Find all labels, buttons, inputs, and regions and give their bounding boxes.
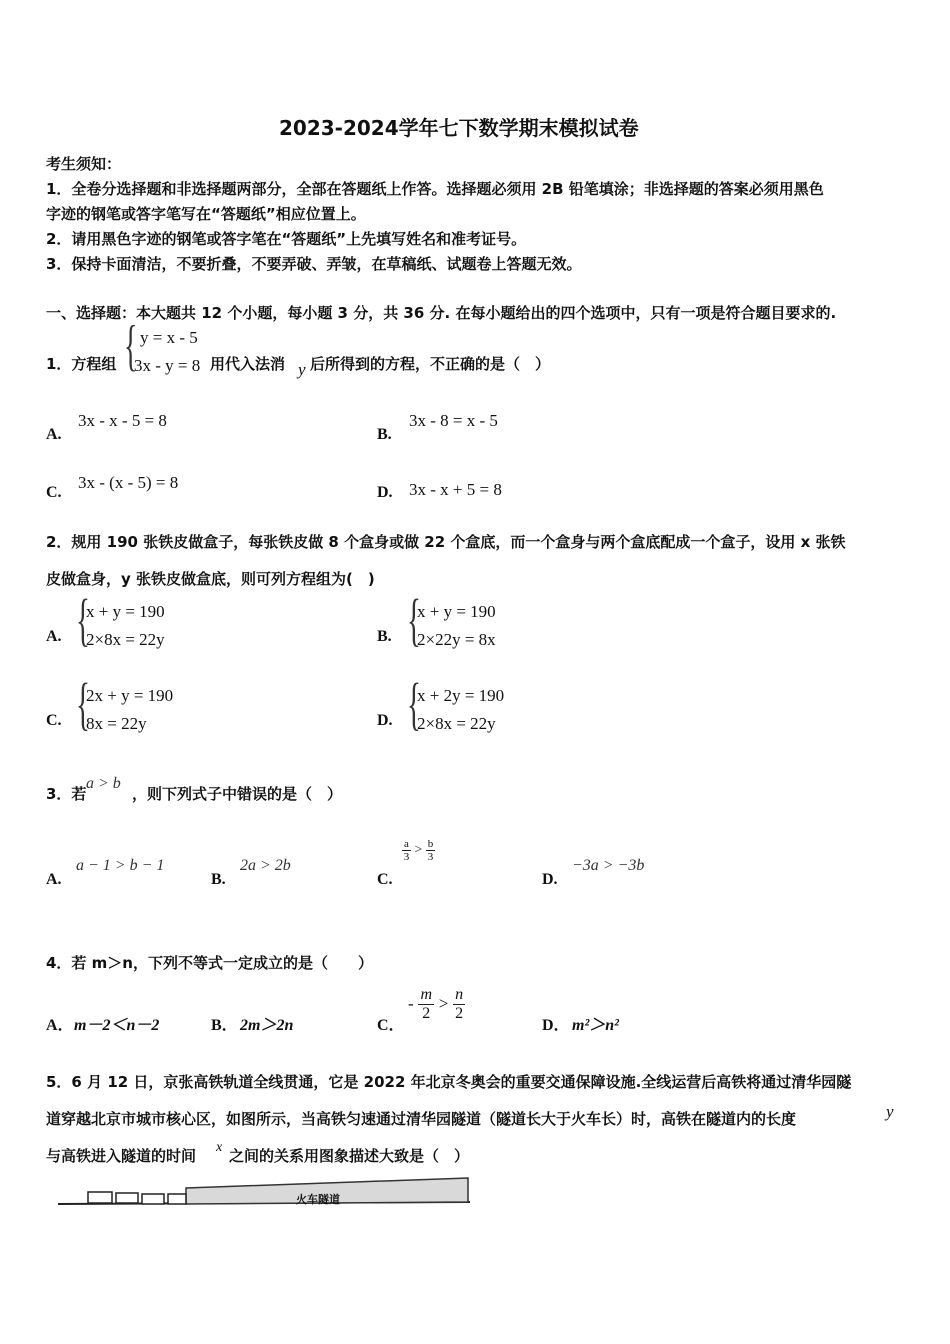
q1-prefix: 1．方程组 xyxy=(46,355,117,373)
q3-option-b-label[interactable]: B. xyxy=(211,871,226,888)
q2-line-1: 2．规用 190 张铁皮做盒子，每张铁皮做 8 个盒身或做 22 个盒底，而一个盒身与两个盒底配成一个盒子，设用 x 张铁 xyxy=(46,533,846,551)
q3-option-a-label[interactable]: A. xyxy=(46,871,62,888)
q1-eq1: y = x - 5 xyxy=(140,328,198,347)
q3-option-a[interactable]: a − 1 > b − 1 xyxy=(76,857,165,874)
q3-option-d-label[interactable]: D. xyxy=(542,871,558,888)
q4-c-frac-left: $\frac{m}{2}$ xyxy=(420,986,433,1022)
q1-option-c-label[interactable]: C. xyxy=(46,484,62,501)
q1-mid: 用代入法消 xyxy=(210,355,286,373)
q3-option-d[interactable]: −3a > −3b xyxy=(572,857,645,874)
notice-line-2: 2．请用黑色字迹的钢笔或答字笔在“答题纸”上先填写姓名和准考证号。 xyxy=(46,230,527,248)
notice-line-3: 3．保持卡面清洁，不要折叠，不要弄破、弄皱，在草稿纸、试题卷上答题无效。 xyxy=(46,255,582,273)
q4-option-a-label[interactable]: A． xyxy=(46,1017,74,1034)
q2-d-eq1: x + 2y = 190 xyxy=(417,686,505,705)
q2-c-brace: { xyxy=(76,671,90,736)
q2-d-brace: { xyxy=(407,671,421,736)
q2-c-eq1: 2x + y = 190 xyxy=(86,686,174,705)
q4-option-b-label[interactable]: B． xyxy=(211,1017,238,1034)
q2-b-eq2: 2×22y = 8x xyxy=(417,630,496,649)
q3-condition: a > b xyxy=(86,775,121,792)
q4-option-d[interactable]: m²＞n² xyxy=(572,1017,619,1034)
q4-c-op: > xyxy=(438,994,449,1013)
q2-option-c-label[interactable]: C. xyxy=(46,712,62,729)
q2-option-c[interactable] xyxy=(86,682,173,738)
q1-option-b-label[interactable]: B. xyxy=(377,426,392,443)
q5-var-y: y xyxy=(886,1102,894,1121)
q2-option-d-label[interactable]: D. xyxy=(377,712,393,729)
q1-option-a-label[interactable]: A. xyxy=(46,426,62,443)
train-tunnel-figure xyxy=(58,1176,470,1210)
q2-option-b[interactable] xyxy=(417,598,496,654)
q3-option-c[interactable] xyxy=(402,838,435,863)
page-title: 2023-2024学年七下数学期末模拟试卷 xyxy=(279,116,639,140)
q1-option-a[interactable]: 3x - x - 5 = 8 xyxy=(78,411,167,430)
train-tunnel-illustration xyxy=(58,1176,470,1210)
q5-line-3b: 之间的关系用图象描述大致是（ ） xyxy=(229,1147,470,1165)
q4-option-d-label[interactable]: D． xyxy=(542,1017,570,1034)
q2-option-d[interactable] xyxy=(417,682,504,738)
q3-suffix: ，则下列式子中错误的是（ ） xyxy=(132,785,343,803)
q2-option-a-label[interactable]: A. xyxy=(46,628,62,645)
q2-c-eq2: 8x = 22y xyxy=(86,714,147,733)
q3-c-frac-right: $\frac{b}{3}$ xyxy=(427,838,434,863)
figure-label: 火车隧道 xyxy=(296,1193,340,1206)
q1-var: y xyxy=(298,360,306,379)
q2-a-eq1: x + y = 190 xyxy=(86,602,165,621)
q2-option-a[interactable] xyxy=(86,598,165,654)
q2-a-eq2: 2×8x = 22y xyxy=(86,630,165,649)
q1-option-b[interactable]: 3x - 8 = x - 5 xyxy=(409,411,498,430)
q4-c-neg: - xyxy=(408,994,414,1013)
q2-line-2: 皮做盒身，y 张铁皮做盒底，则可列方程组为( ) xyxy=(46,570,375,588)
q3-option-b[interactable]: 2a > 2b xyxy=(240,857,291,874)
q3-prefix: 3．若 xyxy=(46,785,87,803)
section-heading: 一、选择题：本大题共 12 个小题，每小题 3 分，共 36 分. 在每小题给出的四个选项中，只有一项是符合题目要求的. xyxy=(46,304,837,322)
q1-system xyxy=(134,324,200,380)
q4-option-b[interactable]: 2m＞2n xyxy=(240,1017,294,1034)
q2-d-eq2: 2×8x = 22y xyxy=(417,714,496,733)
notice-line-1a: 1．全卷分选择题和非选择题两部分，全部在答题纸上作答。选择题必须用 2B 铅笔填涂；非选择题的答案必须用黑色 xyxy=(46,180,824,198)
q3-c-frac-left: $\frac{a}{3}$ xyxy=(403,838,410,863)
q2-option-b-label[interactable]: B. xyxy=(377,628,392,645)
q5-line-1: 5．6 月 12 日，京张高铁轨道全线贯通，它是 2022 年北京冬奥会的重要交通保障设施.全线运营后高铁将通过清华园隧 xyxy=(46,1073,852,1091)
q2-a-brace: { xyxy=(76,587,90,652)
q2-b-eq1: x + y = 190 xyxy=(417,602,496,621)
q1-suffix: 后所得到的方程，不正确的是（ ） xyxy=(310,355,551,373)
q1-option-c[interactable]: 3x - (x - 5) = 8 xyxy=(78,473,179,492)
q5-line-3a: 与高铁进入隧道的时间 xyxy=(46,1147,197,1165)
q1-eq2: 3x - y = 8 xyxy=(134,356,201,375)
notice-heading: 考生须知： xyxy=(46,155,122,173)
q1-brace: { xyxy=(124,315,138,377)
q4-c-frac-right: $\frac{n}{2}$ xyxy=(455,986,464,1022)
notice-line-1b: 字迹的钢笔或答字笔写在“答题纸”相应位置上。 xyxy=(46,205,366,223)
q5-line-2: 道穿越北京市城市核心区，如图所示，当高铁匀速通过清华园隧道（隧道长大于火车长）时，高铁在隧道内的长度 xyxy=(46,1110,797,1128)
q4-option-c-label[interactable]: C． xyxy=(377,1017,405,1034)
q4-option-a[interactable]: m－2＜n－2 xyxy=(74,1017,160,1034)
q4-stem: 4．若 m＞n，下列不等式一定成立的是（ ） xyxy=(46,954,373,972)
q4-option-c[interactable] xyxy=(408,986,465,1023)
q3-option-c-label[interactable]: C. xyxy=(377,871,393,888)
q5-var-x: x xyxy=(216,1140,223,1155)
q1-option-d-label[interactable]: D. xyxy=(377,484,393,501)
q3-c-op: > xyxy=(414,842,423,858)
q2-b-brace: { xyxy=(407,587,421,652)
q1-option-d[interactable]: 3x - x + 5 = 8 xyxy=(409,480,502,499)
